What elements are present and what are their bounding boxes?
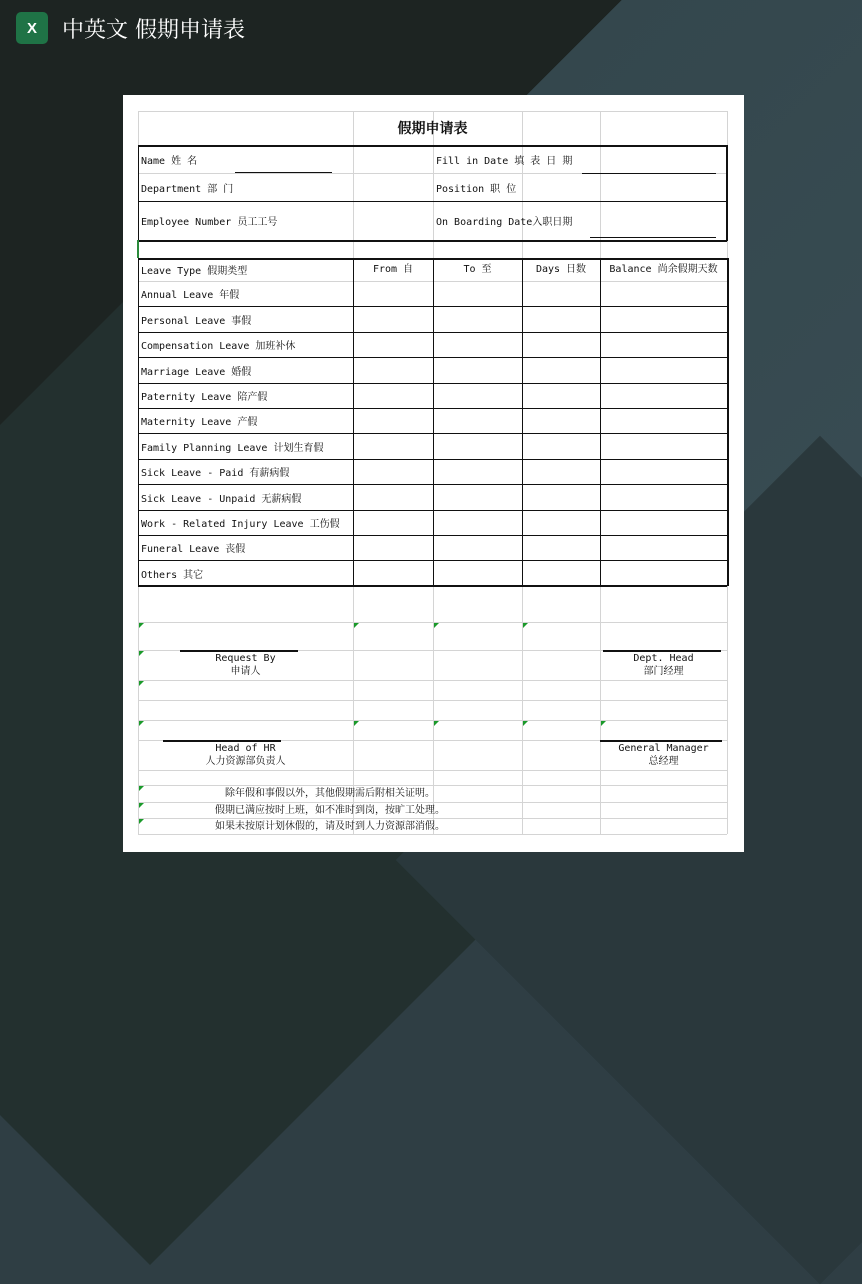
note: 如果未按原计划休假的，请及时到人力资源部消假。 (215, 820, 445, 832)
signature-line (582, 173, 716, 174)
leave-input-cell[interactable] (600, 383, 727, 408)
head-hr-en: Head of HR (215, 743, 276, 754)
leave-input-cell[interactable] (600, 408, 727, 433)
leave-type-row: Maternity Leave 产假 (141, 417, 258, 428)
leave-input-cell[interactable] (522, 383, 600, 408)
position-label: Position 职 位 (436, 183, 517, 195)
leave-input-cell[interactable] (433, 357, 522, 382)
dept-head-en: Dept. Head (633, 653, 694, 664)
grid-line (138, 834, 727, 835)
leave-input-cell[interactable] (522, 459, 600, 484)
leave-input-cell[interactable] (522, 281, 600, 306)
leave-input-cell[interactable] (600, 535, 727, 560)
leave-input-cell[interactable] (353, 357, 433, 382)
leave-input-cell[interactable] (433, 408, 522, 433)
leave-input-cell[interactable] (600, 357, 727, 382)
request-by (138, 651, 353, 679)
leave-input-cell[interactable] (433, 383, 522, 408)
signature-line (235, 172, 332, 173)
header-4: Balance 尚余假期天数 (609, 264, 718, 275)
leave-input-cell[interactable] (433, 560, 522, 585)
request-by-cn: 申请人 (230, 666, 261, 677)
grid-line (138, 720, 727, 721)
comment-indicator (434, 721, 439, 726)
leave-type-row: Annual Leave 年假 (141, 290, 240, 301)
leave-input-cell[interactable] (433, 510, 522, 535)
leave-input-cell[interactable] (433, 459, 522, 484)
document-title: 中英文 假期申请表 (62, 17, 245, 43)
grid-line (138, 770, 727, 771)
leave-type-row: Paternity Leave 陪产假 (141, 392, 268, 403)
leave-input-cell[interactable] (522, 306, 600, 331)
leave-input-cell[interactable] (353, 281, 433, 306)
signature-line (236, 201, 353, 202)
leave-input-cell[interactable] (522, 560, 600, 585)
comment-indicator (139, 651, 144, 656)
comment-indicator (139, 786, 144, 791)
grid-line (138, 680, 727, 681)
employee-number-label: Employee Number 员工工号 (141, 217, 278, 228)
name-label: Name 姓 名 (141, 155, 198, 167)
comment-indicator (601, 721, 606, 726)
leave-input-cell[interactable] (600, 459, 727, 484)
leave-input-cell[interactable] (522, 357, 600, 382)
leave-type-row: Others 其它 (141, 569, 204, 581)
header-1: From 自 (372, 264, 414, 275)
leave-input-cell[interactable] (353, 535, 433, 560)
comment-indicator (139, 803, 144, 808)
head-hr (138, 741, 353, 769)
comment-indicator (354, 721, 359, 726)
leave-input-cell[interactable] (600, 433, 727, 458)
leave-input-cell[interactable] (600, 281, 727, 306)
head-hr-cn: 人力资源部负责人 (205, 756, 286, 767)
comment-indicator (354, 623, 359, 628)
leave-input-cell[interactable] (600, 306, 727, 331)
leave-type-row: Funeral Leave 丧假 (141, 544, 246, 555)
leave-type-row: Marriage Leave 婚假 (141, 366, 252, 378)
signature-line (582, 201, 716, 202)
leave-input-cell[interactable] (522, 408, 600, 433)
border (727, 258, 729, 586)
leave-input-cell[interactable] (353, 560, 433, 585)
department-label: Department 部 门 (141, 183, 234, 195)
leave-input-cell[interactable] (600, 484, 727, 509)
general-manager (600, 741, 727, 769)
spreadsheet[interactable] (123, 95, 744, 852)
comment-indicator (139, 721, 144, 726)
leave-input-cell[interactable] (353, 306, 433, 331)
leave-input-cell[interactable] (600, 560, 727, 585)
onboarding-label: On Boarding Date入职日期 (436, 217, 573, 228)
leave-type-row: Sick Leave - Paid 有薪病假 (141, 468, 290, 479)
app-header (16, 12, 245, 44)
leave-type-row: Compensation Leave 加班补休 (141, 341, 296, 352)
border (138, 586, 727, 587)
selection (137, 240, 139, 258)
leave-input-cell[interactable] (433, 484, 522, 509)
dept-head-cn: 部门经理 (643, 666, 684, 677)
leave-input-cell[interactable] (433, 306, 522, 331)
leave-input-cell[interactable] (522, 332, 600, 357)
leave-input-cell[interactable] (522, 510, 600, 535)
leave-input-cell[interactable] (353, 484, 433, 509)
note: 假期已满应按时上班，如不准时到岗，按旷工处理。 (215, 804, 445, 816)
excel-icon: X (16, 12, 48, 44)
leave-input-cell[interactable] (522, 484, 600, 509)
grid-line (138, 700, 727, 701)
comment-indicator (523, 721, 528, 726)
general-manager-cn: 总经理 (648, 756, 679, 767)
leave-input-cell[interactable] (600, 510, 727, 535)
comment-indicator (139, 681, 144, 686)
leave-type-row: Family Planning Leave 计划生育假 (141, 442, 324, 454)
leave-input-cell[interactable] (353, 510, 433, 535)
leave-type-row: Work - Related Injury Leave 工伤假 (141, 519, 340, 530)
grid-line (138, 622, 727, 623)
header-2: To 至 (463, 264, 492, 275)
border (726, 145, 728, 241)
leave-input-cell[interactable] (353, 433, 433, 458)
leave-input-cell[interactable] (353, 459, 433, 484)
border (138, 240, 727, 242)
leave-input-cell[interactable] (353, 408, 433, 433)
leave-type-row: Personal Leave 事假 (141, 315, 252, 327)
leave-input-cell[interactable] (353, 332, 433, 357)
leave-input-cell[interactable] (433, 281, 522, 306)
leave-type-row: Sick Leave - Unpaid 无薪病假 (141, 493, 302, 505)
leave-input-cell[interactable] (522, 433, 600, 458)
comment-indicator (139, 623, 144, 628)
request-by-en: Request By (215, 653, 276, 664)
header-0: Leave Type 假期类型 (141, 266, 248, 277)
leave-input-cell[interactable] (433, 535, 522, 560)
dept-head (600, 651, 727, 679)
fill-date-label: Fill in Date 填 表 日 期 (436, 155, 573, 167)
leave-input-cell[interactable] (433, 433, 522, 458)
comment-indicator (523, 623, 528, 628)
comment-indicator (139, 819, 144, 824)
form-title: 假期申请表 (397, 121, 468, 137)
header-3: Days 日数 (535, 264, 587, 275)
leave-input-cell[interactable] (353, 383, 433, 408)
leave-input-cell[interactable] (433, 332, 522, 357)
leave-input-cell[interactable] (522, 535, 600, 560)
leave-input-cell[interactable] (600, 332, 727, 357)
comment-indicator (434, 623, 439, 628)
note: 除年假和事假以外，其他假期需后附相关证明。 (225, 787, 435, 799)
general-manager-en: General Manager (618, 743, 709, 754)
signature-line (590, 237, 716, 238)
